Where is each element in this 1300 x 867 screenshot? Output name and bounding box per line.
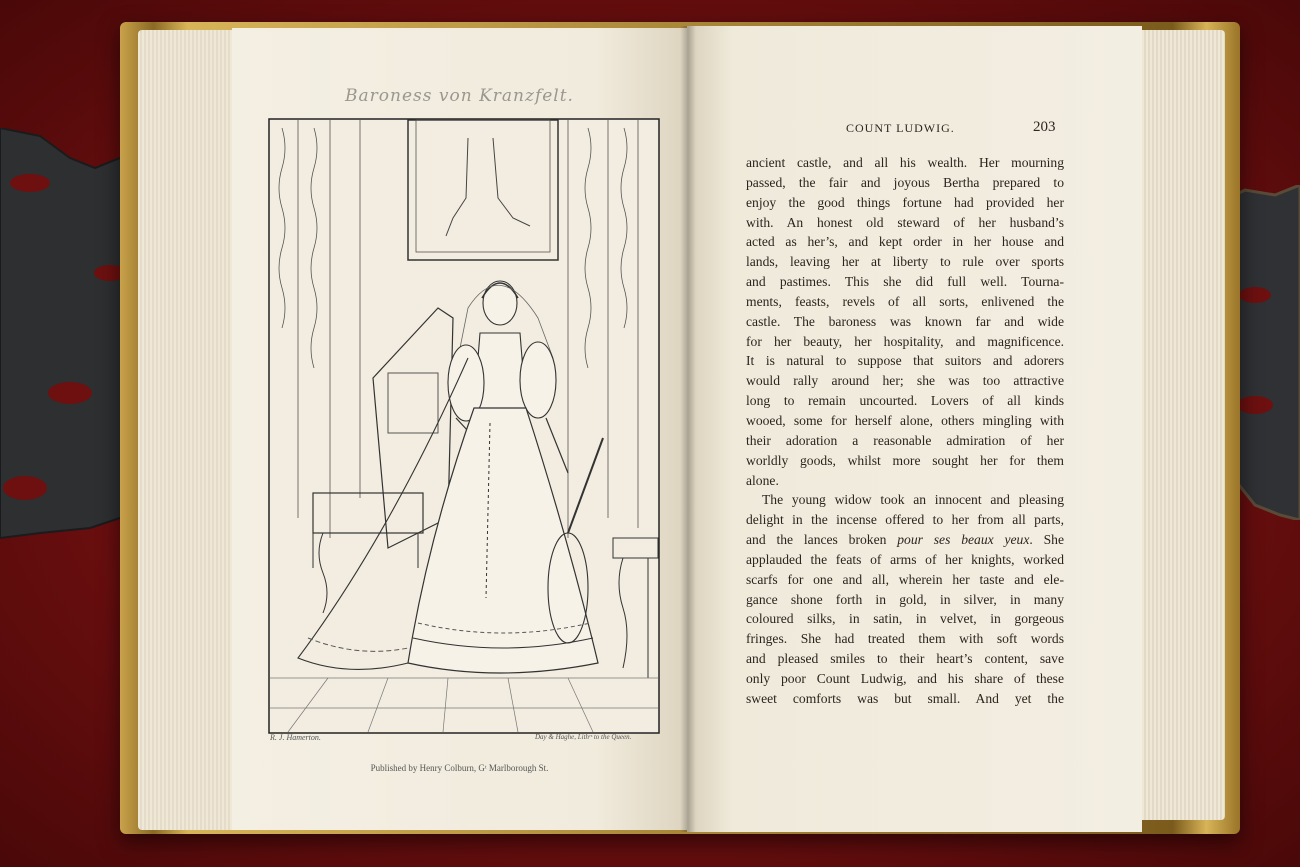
text-fragment: and the lances broken xyxy=(746,532,887,548)
running-head: COUNT LUDWIG. xyxy=(846,121,955,135)
plate-title: Baroness von Kranzfelt. xyxy=(345,86,574,106)
text-line: It is natural to suppose that suitors and adorers xyxy=(746,353,1064,369)
text-line: delight in the incense offered to her from all parts, xyxy=(746,512,1064,528)
text-line: ancient castle, and all his wealth. Her mourning xyxy=(746,155,1064,170)
text-line: long to remain uncourted. Lovers of all kinds xyxy=(746,393,1064,409)
text-line: coloured silks, in satin, in velvet, in gorgeous xyxy=(746,611,1064,627)
text-line: with. An honest old steward of her husband’s xyxy=(746,214,1064,230)
engraving-illustration xyxy=(268,118,660,734)
italic-phrase: pour ses beaux yeux xyxy=(897,532,1030,548)
publisher-line: Published by Henry Colburn, Gᵗ Marlborough St. xyxy=(370,763,549,773)
text-line: gance shone forth in gold, in silver, in many xyxy=(746,591,1064,607)
text-line: wooed, some for herself alone, others mingling with xyxy=(746,412,1064,428)
text-line: sweet comforts was but small. And yet the xyxy=(746,690,1064,706)
text-line: only poor Count Ludwig, and his share of these xyxy=(746,670,1064,686)
text-line: The young widow took an innocent and pleasing xyxy=(762,492,1064,508)
text-line: alone. xyxy=(746,472,779,488)
text-line: fringes. She had treated them with soft words xyxy=(746,631,1064,647)
gutter-shadow xyxy=(680,26,696,832)
artist-credit: R. J. Hamerton. xyxy=(270,733,321,742)
text-line: passed, the fair and joyous Bertha prepared to xyxy=(746,174,1064,190)
text-line-with-italic xyxy=(746,530,1064,550)
text-line: for her beauty, her hospitality, and magnificence. xyxy=(746,333,1064,349)
text-line: castle. The baroness was known far and wide xyxy=(746,313,1064,329)
text-line: enjoy the good things fortune had provided her xyxy=(746,194,1064,210)
text-line: would rally around her; she was too attractive xyxy=(746,373,1064,389)
text-line: lands, leaving her at liberty to rule over sports xyxy=(746,254,1064,270)
text-line: and pleased smiles to their heart’s content, save xyxy=(746,651,1064,667)
text-line: applauded the feats of arms of her knights, worked xyxy=(746,551,1064,567)
text-line: acted as her’s, and kept order in her house and xyxy=(746,234,1064,250)
page-edges-right xyxy=(1130,30,1225,820)
text-line: scarfs for one and all, wherein her taste and ele- xyxy=(746,571,1064,587)
page-number: 203 xyxy=(1033,119,1056,135)
body-text xyxy=(746,153,1064,709)
text-line: worldly goods, whilst more sought her for them xyxy=(746,452,1064,468)
text-line: ments, feasts, revels of all sorts, enlivened the xyxy=(746,293,1064,309)
text-line: and pastimes. This she did full well. Tourna- xyxy=(746,274,1064,290)
text-fragment: . She xyxy=(1029,532,1064,548)
lithographer-credit: Day & Haghe, Lithʳˢ to the Queen. xyxy=(535,733,632,741)
text-line: their adoration a reasonable admiration of her xyxy=(746,432,1064,448)
